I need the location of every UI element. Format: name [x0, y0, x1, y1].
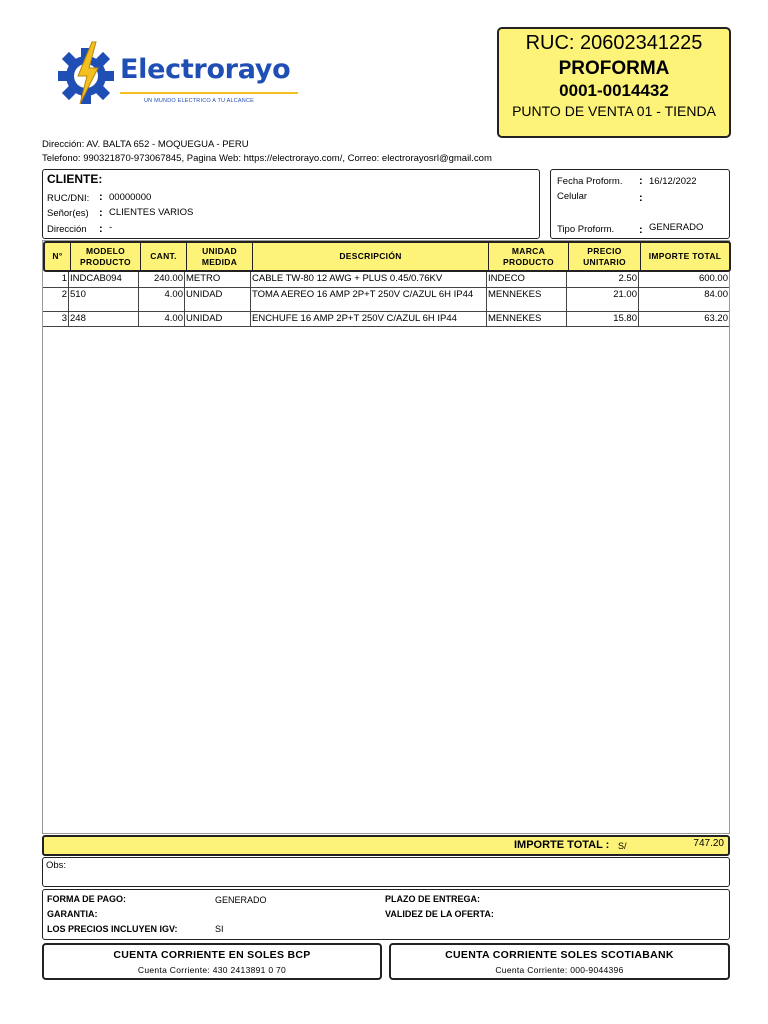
header-model: MODELO PRODUCTO: [71, 243, 141, 270]
cell-unit: UNIDAD: [185, 288, 251, 311]
observations-box: [42, 857, 730, 887]
client-address-colon: :: [99, 223, 103, 235]
cell-price: 2.50: [567, 272, 639, 287]
client-ruc-label: RUC/DNI:: [47, 193, 90, 204]
table-row: [43, 312, 729, 327]
cell-qty: 4.00: [139, 312, 185, 326]
header-description: DESCRIPCIÓN: [253, 243, 489, 270]
bank-title: CUENTA CORRIENTE EN SOLES BCP: [113, 949, 311, 961]
point-of-sale: PUNTO DE VENTA 01 - TIENDA: [512, 103, 716, 119]
client-address-value: -: [109, 222, 113, 233]
company-address: Dirección: AV. BALTA 652 - MOQUEGUA - PERU: [42, 139, 249, 150]
header-total: IMPORTE TOTAL: [648, 251, 722, 261]
cell-brand: MENNEKES: [487, 312, 567, 326]
cell-unit: UNIDAD: [185, 312, 251, 326]
payment-value: GENERADO: [215, 895, 267, 905]
client-name-colon: :: [99, 207, 103, 219]
type-value: GENERADO: [649, 222, 704, 233]
validity-label: VALIDEZ DE LA OFERTA:: [385, 909, 494, 919]
type-label: Tipo Proform.: [557, 224, 615, 235]
type-colon: :: [639, 224, 643, 236]
document-title: PROFORMA: [558, 58, 670, 79]
cell-description: ENCHUFE 16 AMP 2P+T 250V C/AZUL 6H IP44: [251, 312, 487, 326]
company-slogan: UN MUNDO ELECTRICO A TU ALCANCE: [144, 98, 255, 104]
items-table: [42, 240, 730, 834]
cell-description: TOMA AEREO 16 AMP 2P+T 250V C/AZUL 6H IP44: [251, 288, 487, 311]
company-logo: [52, 36, 310, 132]
obs-label: Obs:: [46, 860, 67, 871]
cell-model: 248: [69, 312, 139, 326]
bank-account-number: Cuenta Corriente: 430 2413891 0 70: [137, 965, 287, 975]
total-bar: [42, 835, 730, 856]
ruc-number: RUC: 20602341225: [525, 32, 703, 54]
igv-label: LOS PRECIOS INCLUYEN IGV:: [47, 924, 178, 934]
date-label: Fecha Proform.: [557, 176, 623, 187]
header-brand: MARCA PRODUCTO: [489, 243, 569, 270]
table-row: [43, 272, 729, 288]
document-number: 0001-0014432: [559, 81, 669, 100]
cell-price: 21.00: [567, 288, 639, 311]
cell-qty: 4.00: [139, 288, 185, 311]
client-address-label: Dirección: [47, 224, 87, 235]
header-price: PRECIO UNITARIO: [569, 243, 641, 270]
cell-n: 1: [43, 272, 69, 287]
client-name-value: CLIENTES VARIOS: [109, 207, 194, 218]
bank-account-scotiabank: [389, 943, 730, 980]
table-header: [43, 241, 731, 272]
cell-unit: METRO: [185, 272, 251, 287]
client-ruc-value: 00000000: [109, 192, 152, 203]
document-header-box: [497, 27, 731, 138]
cell-brand: INDECO: [487, 272, 567, 287]
cell-total: 84.00: [704, 289, 728, 300]
bank-account-number: Cuenta Corriente: 000-9044396: [495, 965, 624, 975]
client-name-label: Señor(es): [47, 208, 89, 219]
date-colon: :: [639, 175, 643, 187]
cell-n: 2: [43, 288, 69, 311]
phone-label: Celular: [557, 191, 588, 202]
header-n: N°: [45, 243, 71, 270]
cell-model: INDCAB094: [69, 272, 139, 287]
header-qty: CANT.: [141, 243, 187, 270]
cell-brand: MENNEKES: [487, 288, 567, 311]
proforma-info-box: [550, 169, 730, 239]
total-value: 747.20: [693, 838, 724, 849]
bank-title: CUENTA CORRIENTE SOLES SCOTIABANK: [445, 949, 674, 961]
client-ruc-colon: :: [99, 191, 103, 203]
igv-value: SI: [215, 924, 224, 934]
total-label: IMPORTE TOTAL :: [514, 839, 610, 851]
cell-total: 63.20: [704, 313, 728, 324]
warranty-label: GARANTIA:: [47, 909, 98, 919]
header-unit: UNIDAD MEDIDA: [187, 243, 253, 270]
cell-model: 510: [69, 288, 139, 311]
client-title: CLIENTE:: [47, 172, 103, 186]
total-currency: S/: [618, 841, 627, 851]
terms-box: [42, 889, 730, 940]
cell-n: 3: [43, 312, 69, 326]
cell-total: 600.00: [698, 273, 728, 284]
payment-label: FORMA DE PAGO:: [47, 894, 126, 904]
date-value: 16/12/2022: [649, 176, 697, 187]
gear-lightning-icon: [56, 40, 116, 106]
company-contact: Telefono: 990321870-973067845, Pagina Web: https://electrorayo.com/, Correo: electrorayosrl@gmail.com: [42, 153, 492, 164]
delivery-label: PLAZO DE ENTREGA:: [385, 894, 481, 904]
phone-colon: :: [639, 192, 643, 204]
logo-underline: [120, 92, 298, 94]
cell-price: 15.80: [567, 312, 639, 326]
cell-qty: 240.00: [139, 272, 185, 287]
bank-account-bcp: [42, 943, 382, 980]
company-name: Electrorayo: [120, 54, 291, 85]
table-row: [43, 288, 729, 312]
client-box: [42, 169, 540, 239]
cell-description: CABLE TW-80 12 AWG + PLUS 0.45/0.76KV: [251, 272, 487, 287]
